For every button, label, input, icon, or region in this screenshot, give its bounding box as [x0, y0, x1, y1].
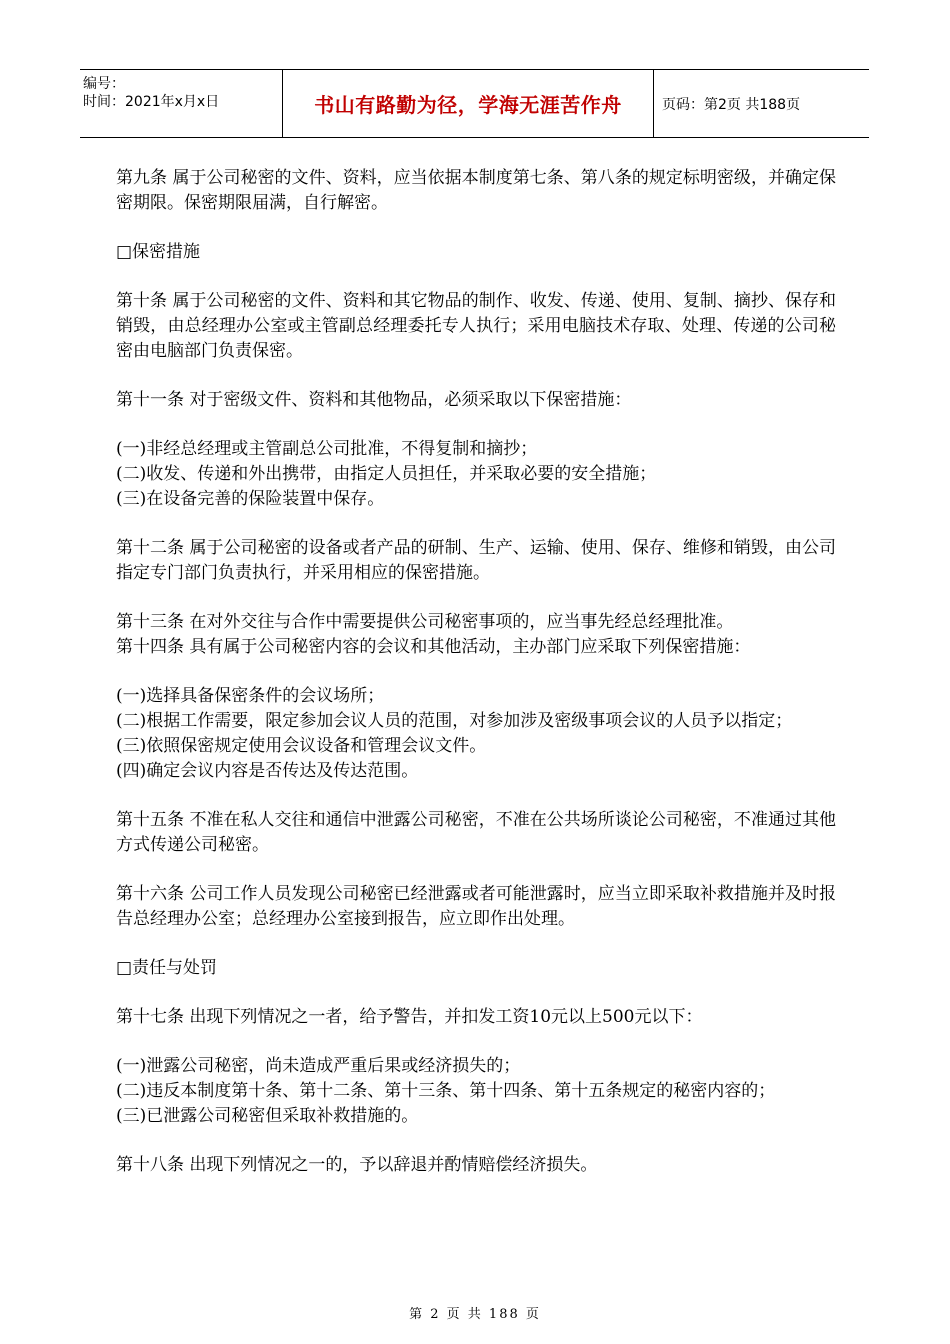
- article-17: 第十七条 出现下列情况之一者，给予警告，并扣发工资10元以上500元以下：: [116, 1007, 703, 1027]
- list-item: (四)确定会议内容是否传达及传达范围。: [116, 761, 419, 781]
- motto: 书山有路勤为径，学海无涯苦作舟: [282, 70, 654, 137]
- article-9: 第九条 属于公司秘密的文件、资料，应当依据本制度第七条、第八条的规定标明密级，并确定保密期限。保密期限届满，自行解密。: [116, 168, 836, 213]
- article-11: 第十一条 对于密级文件、资料和其他物品，必须采取以下保密措施：: [116, 390, 632, 410]
- time-label: 时间：2021年x月x日: [83, 94, 220, 110]
- list-item: (一)非经总经理或主管副总公司批准，不得复制和摘抄；: [116, 439, 538, 459]
- article-10: 第十条 属于公司秘密的文件、资料和其它物品的制作、收发、传递、使用、复制、摘抄、保存和销毁，由总经理办公室或主管副总经理委托专人执行；采用电脑技术存取、处理、传递的公司秘密由电脑部门负责保密。: [116, 291, 836, 361]
- list-item: (一)泄露公司秘密，尚未造成严重后果或经济损失的；: [116, 1056, 521, 1076]
- list-item: (三)在设备完善的保险装置中保存。: [116, 489, 385, 509]
- article-14: 第十四条 具有属于公司秘密内容的会议和其他活动，主办部门应采取下列保密措施：: [116, 637, 751, 657]
- list-item: (三)已泄露公司秘密但采取补救措施的。: [116, 1106, 419, 1126]
- page-footer: 第 2 页 共 188 页: [409, 1307, 541, 1322]
- document-body: [116, 166, 836, 1178]
- article-15: 第十五条 不准在私人交往和通信中泄露公司秘密，不准在公共场所谈论公司秘密，不准通过其他方式传递公司秘密。: [116, 810, 836, 855]
- page-info: 页码：第2页 共188页: [662, 96, 801, 113]
- section-heading-liability: □责任与处罚: [116, 958, 218, 978]
- number-label: 编号：: [83, 76, 125, 92]
- list-item: (二)违反本制度第十条、第十二条、第十三条、第十四条、第十五条规定的秘密内容的；: [116, 1081, 776, 1101]
- list-item: (二)根据工作需要，限定参加会议人员的范围，对参加涉及密级事项会议的人员予以指定；: [116, 711, 793, 731]
- header-left: [80, 70, 282, 137]
- list-item: (二)收发、传递和外出携带，由指定人员担任，并采取必要的安全措施；: [116, 464, 657, 484]
- article-12: 第十二条 属于公司秘密的设备或者产品的研制、生产、运输、使用、保存、维修和销毁，由公司指定专门部门负责执行，并采用相应的保密措施。: [116, 538, 836, 583]
- list-item: (一)选择具备保密条件的会议场所；: [116, 686, 385, 706]
- section-heading-security-measures: □保密措施: [116, 242, 201, 262]
- article-13: 第十三条 在对外交往与合作中需要提供公司秘密事项的，应当事先经总经理批准。: [116, 612, 734, 632]
- list-item: (三)依照保密规定使用会议设备和管理会议文件。: [116, 736, 487, 756]
- page-header: [80, 69, 869, 138]
- article-18: 第十八条 出现下列情况之一的，予以辞退并酌情赔偿经济损失。: [116, 1155, 598, 1175]
- article-16: 第十六条 公司工作人员发现公司秘密已经泄露或者可能泄露时，应当立即采取补救措施并及时报告总经理办公室；总经理办公室接到报告，应立即作出处理。: [116, 884, 836, 929]
